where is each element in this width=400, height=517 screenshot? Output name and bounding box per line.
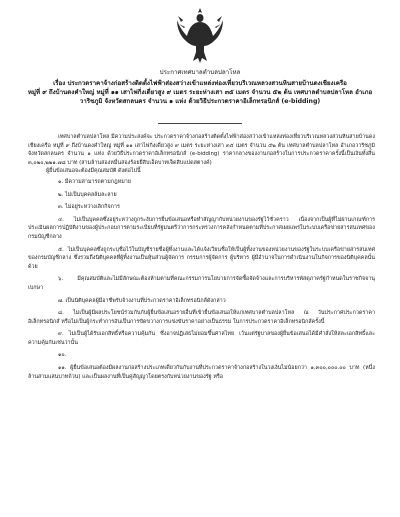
list-item: ๖. มีคุณสมบัติและไม่มีลักษณะต้องห้ามตามที่คณะกรรมการนโยบายการจัดซื้อจัดจ้างและการบริหารพัสดุภาครัฐกำหนดในราชกิจจานุเบกษา: [28, 276, 375, 291]
garuda-emblem: [175, 6, 225, 64]
list-item: ๕. ไม่เป็นบุคคลซึ่งถูกระบุชื่อไว้ในบัญชีรายชื่อผู้ทิ้งงานและได้แจ้งเวียนชื่อให้เป็นผู้ทิ้งงานของหน่วยงานของรัฐในระบบเครือข่ายสารสนเทศของกรมบัญชีกลาง ซึ่งรวมถึงนิติบุคคลที่ผู้ทิ้งงานเป็นหุ้นส่วนผู้จัดการ กรรมการผู้จัดการ ผู้บริหาร ผู้มีอำนาจในการดำเนินงานในกิจการของนิติบุคคลนั้นด้วย: [28, 246, 375, 270]
list-item: ๒. ไม่เป็นบุคคลล้มละลาย: [58, 191, 117, 198]
list-item: ๓. ไม่อยู่ระหว่างเลิกกิจการ: [58, 204, 120, 211]
list-item: ๔. ไม่เป็นบุคคลซึ่งอยู่ระหว่างถูกระงับการยื่นข้อเสนอหรือทำสัญญากับหน่วยงานของรัฐไว้ชั่วคราว เนื่องจากเป็นผู้ที่ไม่ผ่านเกณฑ์การประเมินผลการปฏิบัติงานของผู้ประกอบการตามระเบียบที่รัฐมนตรีว่าการกระทรวงการคลังกำหนดตามที่ประกาศเผยแพร่ในระบบเครือข่ายสารสนเทศของกรมบัญชีกลาง: [28, 216, 376, 240]
qualifications-heading: ผู้ยื่นข้อเสนอจะต้องมีคุณสมบัติ ดังต่อไปนี้: [46, 168, 141, 175]
agency-header: ประกาศเทศบาลตำบลปลาโหล: [159, 69, 241, 76]
list-item: ๑. มีความสามารถตามกฎหมาย: [58, 178, 131, 185]
list-item: ๗. เป็นนิติบุคคลผู้มีอาชีพรับจ้างงานที่ประกวดราคาอิเล็กทรอนิกส์ดังกล่าว: [58, 297, 226, 304]
intro-paragraph: เทศบาลตำบลปลาโหล มีความประสงค์จะ ประกวดราคาจ้างก่อสร้างติดตั้งไฟฟ้าส่องสว่างเข้าแหล่งท่องเที่ยวบริเวณหลวงสวนหินสายบ้านดงเชียงเครือ หมู่ที่ ๙ ถึงบ้านดงคำใหญ่ หมู่ที่ ๑๑ เสาไฟกิ่งเดี่ยวสูง ๙ เมตร ระยะห่างเสา ๓๕ เมตร จำนวน ๕๒ ต้น เทศบาลตำบลปลาโหล อำเภอวาริชภูมิ จังหวัดสกลนคร จำนวน ๑ แห่ง ด้วยวิธีประกวดราคาอิเล็กทรอนิกส์ (e-bidding) ราคากลางของงานก่อสร้างในการประกวดราคาครั้งนี้เป็นเงินทั้งสิ้น ๓,๐๒๐,๒๒๑.๗๘ บาท (สามล้านสองหมื่นสองร้อยยี่สิบเอ็ดบาทเจ็ดสิบแปดสตางค์): [28, 134, 375, 166]
list-item: ๑๐.: [58, 352, 67, 359]
subject-block: [20, 79, 380, 107]
subject-line-1: เรื่อง ประกวดราคาจ้างก่อสร้างติดตั้งไฟฟ้าส่องสว่างเข้าแหล่งท่องเที่ยวบริเวณหลวงสวนหินสายบ้านดงเชียงเครือ: [53, 80, 347, 87]
list-item: ๑๑. ผู้ยื่นข้อเสนอต้องมีผลงานก่อสร้างประเภทเดียวกันกับงานที่ประกวดราคาจ้างก่อสร้างในวงเงินไม่น้อยกว่า ๑,๓๐๐,๐๐๐.๐๐ บาท (หนึ่งล้านสามแสนบาทถ้วน) และเป็นผลงานที่เป็นคู่สัญญาโดยตรงกับหน่วยงานของรัฐ หรือ: [28, 365, 375, 380]
list-item: ๙. ไม่เป็นผู้ได้รับเอกสิทธิ์หรือความคุ้มกัน ซึ่งอาจปฏิเสธไม่ยอมขึ้นศาลไทย เว้นแต่รัฐบาลของผู้ยื่นข้อเสนอได้มีคำสั่งให้สละเอกสิทธิ์และความคุ้มกันเช่นว่านั้น: [28, 331, 375, 346]
list-item: ๘. ไม่เป็นผู้มีผลประโยชน์ร่วมกันกับผู้ยื่นข้อเสนอรายอื่นที่เข้ายื่นข้อเสนอให้แก่เทศบาลตำบลปลาโหล ณ วันประกาศประกวดราคาอิเล็กทรอนิกส์ หรือไม่เป็นผู้กระทำการอันเป็นการขัดขวางการแข่งขันราคาอย่างเป็นธรรม ในการประกวดราคาอิเล็กทรอนิกส์ครั้งนี้: [28, 310, 375, 325]
document-body: [28, 133, 375, 385]
separator-line: [158, 123, 242, 124]
subject-line-2: หมู่ที่ ๙ ถึงบ้านดงคำใหญ่ หมู่ที่ ๑๑ เสาไฟกิ่งเดี่ยวสูง ๙ เมตร ระยะห่างเสา ๓๕ เมตร จำนวน ๕๒ ต้น เทศบาลตำบลปลาโหล อำเภอวาริชภูมิ จังหวัดสกลนคร จำนวน ๑ แห่ง ด้วยวิธีประกวดราคาอิเล็กทรอนิกส์ (e-bidding): [27, 89, 373, 106]
